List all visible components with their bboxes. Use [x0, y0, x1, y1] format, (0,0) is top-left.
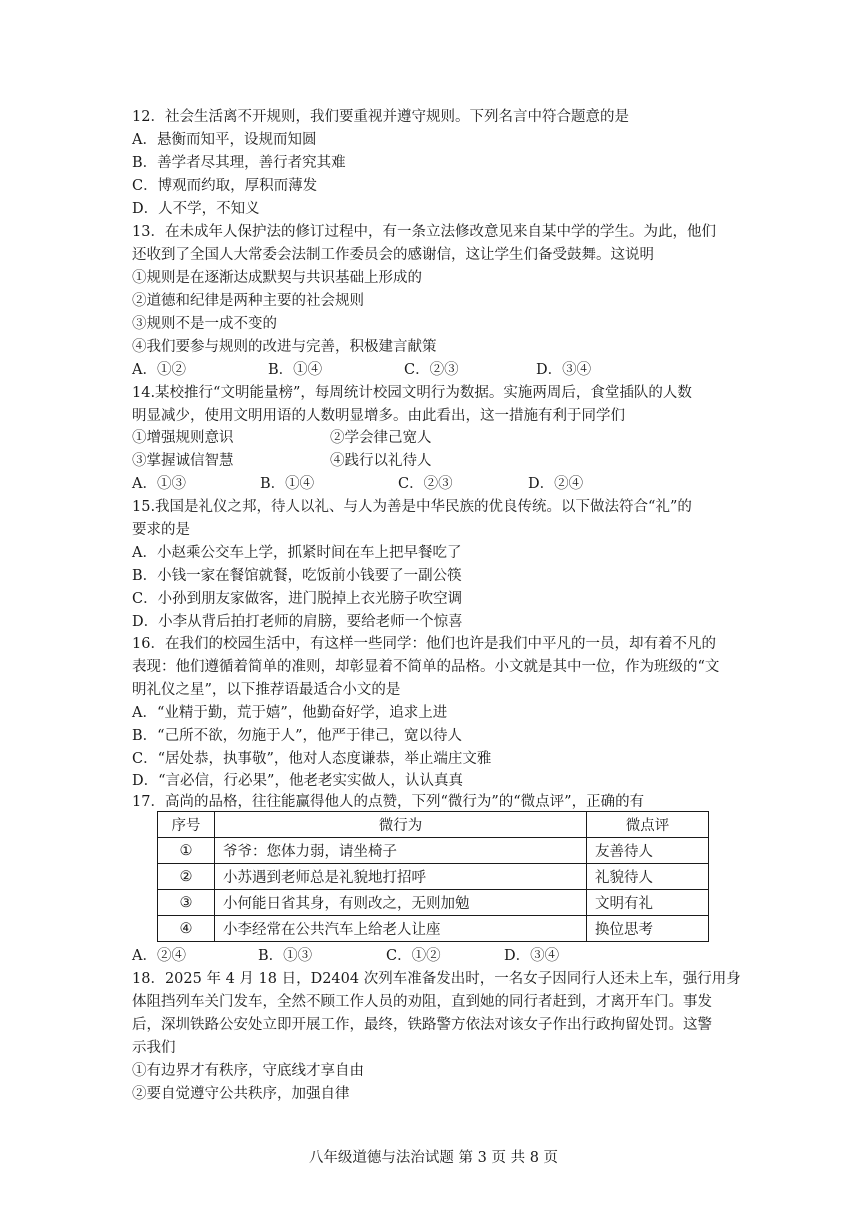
- q14-item-3: ③掌握诚信智慧: [132, 453, 234, 469]
- q14-stem-line-1: 14.某校推行“文明能量榜”，每周统计校园文明行为数据。实施两周后，食堂插队的人数: [132, 385, 692, 401]
- q14-item-1: ①增强规则意识: [132, 430, 234, 446]
- q18-item-1: ①有边界才有秩序，守底线才享自由: [132, 1063, 364, 1079]
- q15-option-c: C．小孙到朋友家做客，进门脱掉上衣光膀子吹空调: [132, 591, 463, 607]
- table-cell: ④: [158, 916, 215, 942]
- q12-option-d: D．人不学，不知义: [132, 201, 260, 217]
- q16-stem-line-1: 16．在我们的校园生活中，有这样一些同学：他们也许是我们中平凡的一员，却有着不凡的: [132, 636, 716, 652]
- q18-stem-line-4: 示我们: [132, 1040, 176, 1056]
- table-cell: 友善待人: [587, 838, 709, 864]
- q17-option-a: A．②④: [132, 948, 186, 964]
- q15-option-b: B．小钱一家在餐馆就餐，吃饭前小钱要了一副公筷: [132, 568, 462, 584]
- q18-stem-line-3: 后，深圳铁路公安处立即开展工作，最终，铁路警方依法对该女子作出行政拘留处罚。这警: [132, 1017, 712, 1033]
- q17-option-c: C．①②: [386, 948, 441, 964]
- table-cell: 小李经常在公共汽车上给老人让座: [215, 916, 587, 942]
- q14-item-2: ②学会律己宽人: [330, 430, 432, 446]
- q16-stem-line-2: 表现：他们遵循着简单的准则，却彰显着不简单的品格。小文就是其中一位，作为班级的“文: [132, 659, 720, 675]
- q15-option-a: A．小赵乘公交车上学，抓紧时间在车上把早餐吃了: [132, 545, 462, 561]
- table-row: [158, 890, 709, 916]
- q18-stem-line-2: 体阻挡列车关门发车，全然不顾工作人员的劝阻，直到她的同行者赶到，才离开车门。事发: [132, 994, 712, 1010]
- table-cell: 礼貌待人: [587, 864, 709, 890]
- table-cell: 文明有礼: [587, 890, 709, 916]
- q14-item-4: ④践行以礼待人: [330, 453, 432, 469]
- table-cell: 换位思考: [587, 916, 709, 942]
- q17-option-b: B．①③: [258, 948, 313, 964]
- q13-option-d: D．③④: [536, 362, 592, 378]
- q14-option-d: D．②④: [528, 476, 584, 492]
- q13-option-b: B．①④: [268, 362, 323, 378]
- q14-option-a: A．①③: [132, 476, 186, 492]
- q12-option-b: B．善学者尽其理，善行者究其难: [132, 155, 346, 171]
- q16-stem-line-3: 明礼仪之星”，以下推荐语最适合小文的是: [132, 682, 401, 698]
- table-header-cell: 微点评: [587, 812, 709, 838]
- table-header-row: [158, 812, 709, 838]
- q13-option-a: A．①②: [132, 362, 186, 378]
- table-cell: ②: [158, 864, 215, 890]
- q12-option-c: C．博观而约取，厚积而薄发: [132, 178, 318, 194]
- q17-table: [157, 811, 709, 942]
- q13-stem-line-2: 还收到了全国人大常委会法制工作委员会的感谢信，这让学生们备受鼓舞。这说明: [132, 247, 654, 263]
- q13-item-2: ②道德和纪律是两种主要的社会规则: [132, 293, 364, 309]
- page-footer: 八年级道德与法治试题 第 3 页 共 8 页: [308, 1150, 559, 1166]
- q14-stem-line-2: 明显减少，使用文明用语的人数明显增多。由此看出，这一措施有利于同学们: [132, 408, 625, 424]
- q16-option-a: A．“业精于勤，荒于嬉”，他勤奋好学，追求上进: [132, 705, 448, 721]
- q13-stem-line-1: 13．在未成年人保护法的修订过程中，有一条立法修改意见来自某中学的学生。为此，他们: [132, 224, 716, 240]
- q18-stem-line-1: 18．2025 年 4 月 18 日，D2404 次列车准备发出时，一名女子因同行人还未上车，强行用身: [132, 971, 741, 987]
- table-row: [158, 916, 709, 942]
- table-row: [158, 838, 709, 864]
- q14-option-b: B．①④: [260, 476, 315, 492]
- q18-item-2: ②要自觉遵守公共秩序，加强自律: [132, 1086, 350, 1102]
- q16-option-c: C．“居处恭，执事敬”，他对人态度谦恭，举止端庄文雅: [132, 751, 492, 767]
- q17-option-d: D．③④: [504, 948, 560, 964]
- q12-stem: 12．社会生活离不开规则，我们要重视并遵守规则。下列名言中符合题意的是: [132, 109, 629, 125]
- q14-option-c: C．②③: [398, 476, 453, 492]
- table-cell: 爷爷：您体力弱，请坐椅子: [215, 838, 587, 864]
- q12-option-a: A．悬衡而知平，设规而知圆: [132, 132, 317, 148]
- table-cell: ①: [158, 838, 215, 864]
- q15-stem-line-2: 要求的是: [132, 522, 190, 538]
- table-header-cell: 微行为: [215, 812, 587, 838]
- q13-option-c: C．②③: [404, 362, 459, 378]
- table-header-cell: 序号: [158, 812, 215, 838]
- q16-option-d: D．“言必信，行必果”，他老老实实做人，认认真真: [132, 773, 463, 789]
- table-row: [158, 864, 709, 890]
- q15-option-d: D．小李从背后拍打老师的肩膀，要给老师一个惊喜: [132, 614, 463, 630]
- q13-item-4: ④我们要参与规则的改进与完善，积极建言献策: [132, 339, 437, 355]
- q13-item-1: ①规则是在逐渐达成默契与共识基础上形成的: [132, 270, 422, 286]
- q13-item-3: ③规则不是一成不变的: [132, 316, 277, 332]
- table-cell: 小何能日省其身，有则改之，无则加勉: [215, 890, 587, 916]
- q17-stem: 17．高尚的品格，往往能赢得他人的点赞，下列“微行为”的“微点评”，正确的有: [132, 794, 645, 810]
- table-cell: 小苏遇到老师总是礼貌地打招呼: [215, 864, 587, 890]
- q16-option-b: B．“己所不欲，勿施于人”，他严于律己，宽以待人: [132, 728, 462, 744]
- q15-stem-line-1: 15.我国是礼仪之邦，待人以礼、与人为善是中华民族的优良传统。以下做法符合“礼”的: [132, 499, 692, 515]
- table-cell: ③: [158, 890, 215, 916]
